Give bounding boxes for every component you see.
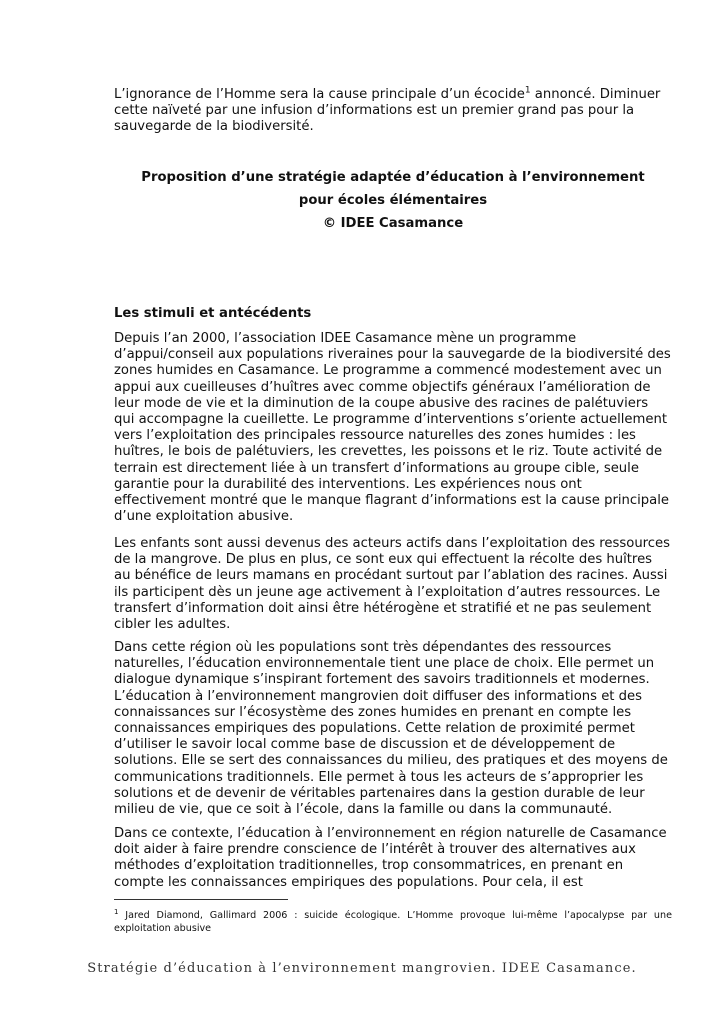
footnote-separator (114, 899, 288, 900)
title-line-2: pour écoles élémentaires (298, 193, 488, 208)
paragraph-4: Dans ce contexte, l’éducation à l’environnement en région naturelle de Casamance doit aider à faire prendre conscience de l’intérêt à trouver des alternatives aux méthodes d’exploitation traditionnelles, trop consommatrices, en prenant en compte les connaissances empiriques des populations. Pour cela, il est (114, 826, 667, 890)
page-footer: Stratégie d’éducation à l’environnement mangrovien. IDEE Casamance. (87, 961, 637, 976)
footnote-number: 1 (114, 907, 119, 916)
title-line-3: © IDEE Casamance (322, 216, 464, 231)
paragraph-1: Depuis l’an 2000, l’association IDEE Casamance mène un programme d’appui/conseil aux populations riveraines pour la sauvegarde de la biodiversité des zones humides en Casamance. Le programme a commencé modestement avec un appui aux cueilleuses d’huîtres avec comme objectifs généraux l’amélioration de leur mode de vie et la diminution de la coupe abusive des racines de palétuviers qui accompagne la cueillette. Le programme d’interventions s’oriente actuellement vers l’exploitation des principales ressource naturelles des zones humides : les huîtres, le bois de palétuviers, les crevettes, les poissons et le riz. Toute activité de terrain est directement liée à un transfert d’informations au groupe cible, seule garantie pour la durabilité des interventions. Les expériences nous ont effectivement montré que le manque flagrant d’informations est la cause principale d’une exploitation abusive. (114, 331, 671, 525)
title-line-1: Proposition d’une stratégie adaptée d’éducation à l’environnement (141, 170, 645, 185)
footnote-text: Jared Diamond, Gallimard 2006 : suicide écologique. L’Homme provoque lui-même l’apocalypse par une exploitation abusive (114, 910, 672, 934)
paragraph-2: Les enfants sont aussi devenus des acteurs actifs dans l’exploitation des ressources de la mangrove. De plus en plus, ce sont eux qui effectuent la récolte des huîtres au bénéfice de leurs mamans en procédant surtout par l’ablation des racines. Aussi ils participent dès un jeune age activement à l’exploitation d’autres ressources. Le transfert d’information doit ainsi être hétérogène et stratifié et ne pas seulement cibler les adultes. (114, 536, 671, 633)
paragraph-3: Dans cette région où les populations sont très dépendantes des ressources naturelles, l’éducation environnementale tient une place de choix. Elle permet un dialogue dynamique s’inspirant fortement des savoirs traditionnels et modernes. L’éducation à l’environnement mangrovien doit diffuser des informations et des connaissances sur l’écosystème des zones humides en prenant en compte les connaissances empiriques des populations. Cette relation de proximité permet d’utiliser le savoir local comme base de discussion et de développement de solutions. Elle se sert des connaissances du milieu, des pratiques et des moyens de communications traditionnels. Elle permet à tous les acteurs de s’approprier les solutions et de devenir de véritables partenaires dans la gestion durable de leur milieu de vie, que ce soit à l’école, dans la famille ou dans la communauté. (114, 640, 668, 818)
section-heading: Les stimuli et antécédents (114, 306, 312, 321)
intro-paragraph (114, 87, 672, 136)
footnote (114, 907, 672, 935)
intro-text: L’ignorance de l’Homme sera la cause principale d’un écocide (114, 87, 525, 102)
intro-text-continued: annoncé. Diminuer cette naïveté par une infusion d’informations est un premier grand pas pour la sauvegarde de la biodiversité. (114, 87, 661, 135)
footnote-reference[interactable]: 1 (524, 85, 531, 96)
document-title (114, 166, 672, 235)
